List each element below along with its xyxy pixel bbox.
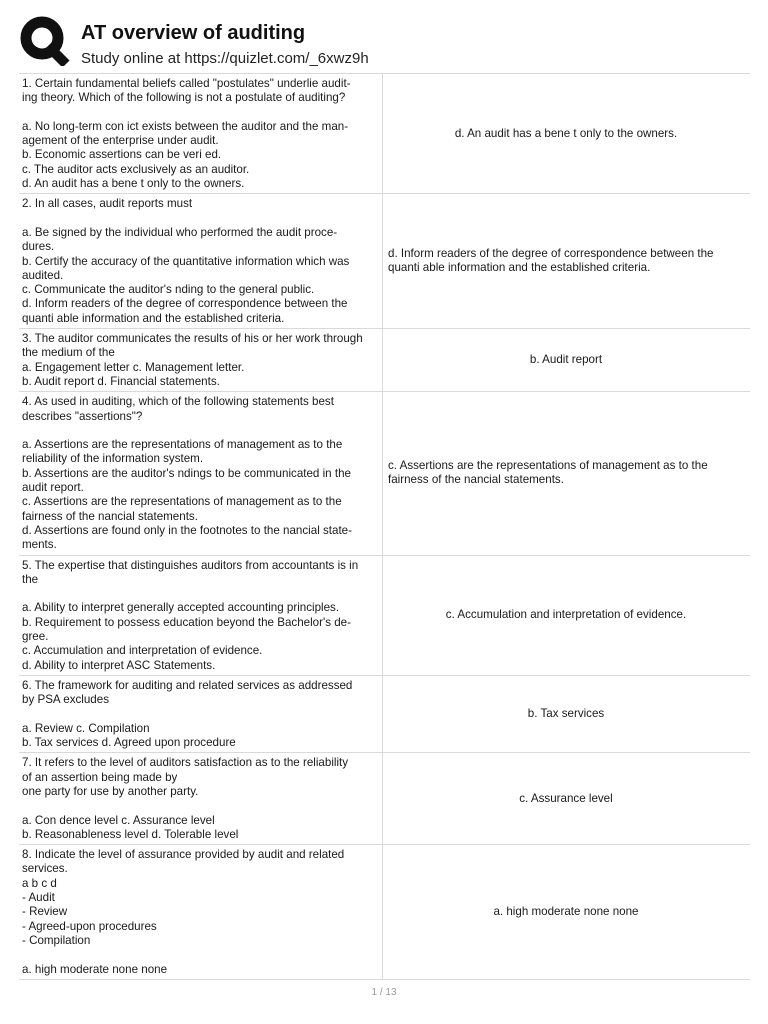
page-header — [0, 0, 768, 74]
term-cell: 4. As used in auditing, which of the following statements best describes "assertions"? a. Assertions are the representations of management as to the reliability of the information system. b. Assertions are the auditor's ndings to be communicated in the audit report. c. Assertions are the representations of management as to the fairness of the nancial statements. d. Assertions are found only in the footnotes to the nancial state- ments. — [19, 392, 383, 554]
term-cell: 5. The expertise that distinguishes auditors from accountants is in the a. Ability to interpret generally accepted accounting principles. b. Requirement to possess education beyond the Bachelor's de- gree. c. Accumulation and interpretation of evidence. d. Ability to interpret ASC Statements. — [19, 556, 383, 675]
definition-cell — [383, 392, 750, 554]
flashcard-list — [19, 73, 750, 980]
page-title: AT overview of auditing — [81, 22, 306, 44]
page-number: 1 / 13 — [371, 987, 397, 998]
flashcard-row — [19, 74, 750, 194]
study-link-text: Study online at https://quizlet.com/_6xwz9h — [81, 50, 369, 67]
term-cell: 3. The auditor communicates the results of his or her work through the medium of the a. Engagement letter c. Management letter. b. Audit report d. Financial statements. — [19, 329, 383, 391]
quizlet-logo-icon — [18, 14, 70, 66]
term-cell: 7. It refers to the level of auditors satisfaction as to the reliability of an assertion being made by one party for use by another party. a. Con dence level c. Assurance level b. Reasonableness level d. Tolerable level — [19, 753, 383, 844]
term-cell: 8. Indicate the level of assurance provided by audit and related services. a b c d - Audit - Review - Agreed-upon procedures - Compilation a. high moderate none none — [19, 845, 383, 979]
definition-text: c. Assurance level — [519, 791, 613, 805]
flashcard-row — [19, 753, 750, 845]
definition-text: b. Audit report — [529, 352, 603, 366]
term-cell: 6. The framework for auditing and related services as addressed by PSA excludes a. Review c. Compilation b. Tax services d. Agreed upon procedure — [19, 676, 383, 752]
definition-cell — [383, 676, 750, 752]
flashcard-row — [19, 845, 750, 980]
definition-cell — [383, 329, 750, 391]
flashcard-row — [19, 392, 750, 555]
flashcard-row — [19, 194, 750, 329]
definition-text: c. Assertions are the representations of management as to the fairness of the nancial statements. — [388, 459, 708, 487]
definition-cell — [383, 753, 750, 844]
definition-text: a. high moderate none none — [493, 904, 639, 918]
definition-cell — [383, 194, 750, 328]
definition-text: b. Tax services — [527, 706, 605, 720]
flashcard-row — [19, 556, 750, 676]
flashcard-row — [19, 329, 750, 392]
term-cell: 2. In all cases, audit reports must a. Be signed by the individual who performed the audit proce- dures. b. Certify the accuracy of the quantitative information which was audited. c. Communicate the auditor's nding to the general public. d. Inform readers of the degree of correspondence between the quanti able information and the established criteria. — [19, 194, 383, 328]
definition-cell — [383, 556, 750, 675]
definition-text: d. An audit has a bene t only to the owners. — [454, 126, 678, 140]
definition-cell — [383, 845, 750, 979]
definition-cell — [383, 74, 750, 193]
flashcard-row — [19, 676, 750, 753]
definition-text: d. Inform readers of the degree of correspondence between the quanti able information and the established criteria. — [388, 246, 714, 275]
definition-text: c. Accumulation and interpretation of evidence. — [445, 608, 687, 622]
term-cell: 1. Certain fundamental beliefs called "postulates" underlie audit- ing theory. Which of the following is not a postulate of auditing? a. No long-term con ict exists between the auditor and the man- agement of the enterprise under audit. b. Economic assertions can be veri ed. c. The auditor acts exclusively as an auditor. d. An audit has a bene t only to the owners. — [19, 74, 383, 193]
